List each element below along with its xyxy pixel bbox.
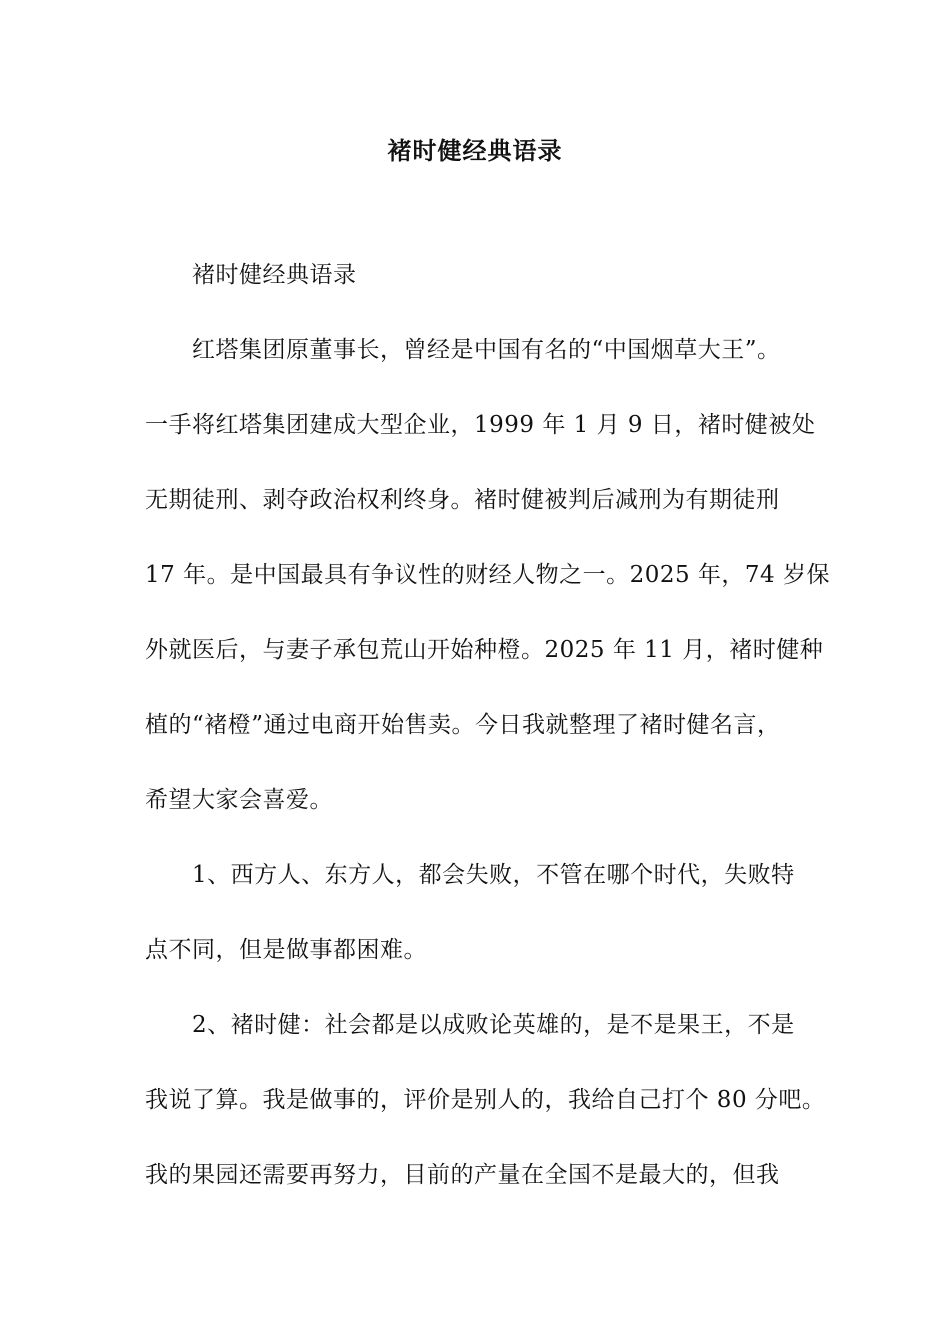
paragraph-line: 我的果园还需要再努力，目前的产量在全国不是最大的，但我 <box>145 1162 780 1188</box>
paragraph-heading: 褚时健经典语录 <box>192 262 357 288</box>
document-title: 褚时健经典语录 <box>387 136 563 165</box>
paragraph-line: 红塔集团原董事长，曾经是中国有名的“中国烟草大王”。 <box>192 337 781 363</box>
paragraph-line: 植的“褚橙”通过电商开始售卖。今日我就整理了褚时健名言， <box>145 712 781 738</box>
paragraph-line: 点不同，但是做事都困难。 <box>145 937 427 963</box>
paragraph-line: 无期徒刑、剥夺政治权利终身。褚时健被判后减刑为有期徒刑 <box>145 487 780 513</box>
paragraph-line: 希望大家会喜爱。 <box>145 787 333 813</box>
paragraph-line: 17 年。是中国最具有争议性的财经人物之一。2025 年，74 岁保 <box>145 562 830 588</box>
paragraph-line: 外就医后，与妻子承包荒山开始种橙。2025 年 11 月，褚时健种 <box>145 637 824 663</box>
quote-item-1: 1、西方人、东方人，都会失败，不管在哪个时代，失败特 <box>192 862 795 888</box>
quote-item-2: 2、褚时健：社会都是以成败论英雄的，是不是果王，不是 <box>192 1012 795 1038</box>
paragraph-line: 我说了算。我是做事的，评价是别人的，我给自己打个 80 分吧。 <box>145 1087 826 1113</box>
paragraph-line: 一手将红塔集团建成大型企业，1999 年 1 月 9 日，褚时健被处 <box>145 412 816 438</box>
